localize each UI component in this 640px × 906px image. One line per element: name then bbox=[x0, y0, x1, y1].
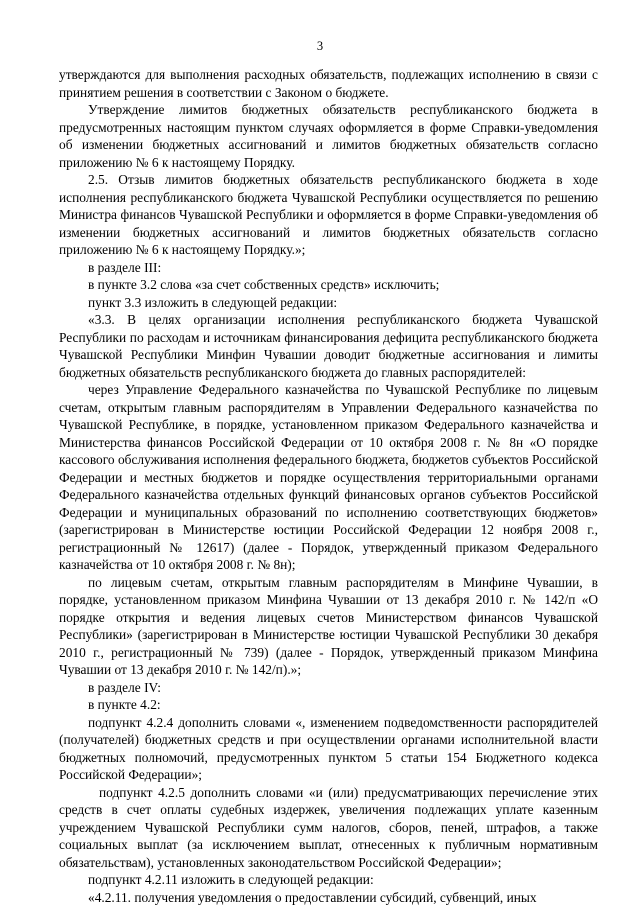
paragraph: Утверждение лимитов бюджетных обязательств республиканского бюджета в предусмотренных настоящим пунктом случаях оформляется в форме Справки-уведомления об изменении бюджетных ассигнований и лимитов бюджетных обязательств согласно приложению № 6 к настоящему Порядку. bbox=[59, 101, 598, 171]
paragraph: утверждаются для выполнения расходных обязательств, подлежащих исполнению в связи с принятием решения в соответствии с Законом о бюджете. bbox=[59, 66, 598, 101]
paragraph: в пункте 4.2: bbox=[59, 696, 598, 714]
paragraph: в разделе III: bbox=[59, 259, 598, 277]
document-body bbox=[59, 66, 598, 906]
paragraph: в разделе IV: bbox=[59, 679, 598, 697]
paragraph: 2.5. Отзыв лимитов бюджетных обязательств республиканского бюджета в ходе исполнения республиканского бюджета Чувашской Республики осуществляется по решению Министра финансов Чувашской Республики и оформляется в форме Справки-уведомления об изменении бюджетных ассигнований и лимитов бюджетных обязательств согласно приложению № 6 к настоящему Порядку.»; bbox=[59, 171, 598, 259]
paragraph: в пункте 3.2 слова «за счет собственных средств» исключить; bbox=[59, 276, 598, 294]
paragraph: подпункт 4.2.5 дополнить словами «и (или) предусматривающих перечисление этих средств в счет оплаты судебных издержек, увеличения подлежащих уплате казенным учреждением Чувашской Республики сумм налогов, сборов, пеней, штрафов, а также социальных выплат (за исключением выплат, отнесенных к публичным нормативным обязательствам), установленных законодательством Российской Федерации»; bbox=[59, 784, 598, 872]
paragraph: пункт 3.3 изложить в следующей редакции: bbox=[59, 294, 598, 312]
page-number: 3 bbox=[0, 39, 640, 53]
paragraph: подпункт 4.2.11 изложить в следующей редакции: bbox=[59, 871, 598, 889]
paragraph: подпункт 4.2.4 дополнить словами «, изменением подведомственности распорядителей (получателей) бюджетных средств и при осуществлении органами исполнительной власти бюджетных полномочий, предусмотренных пунктом 5 статьи 154 Бюджетного кодекса Российской Федерации»; bbox=[59, 714, 598, 784]
paragraph: «3.3. В целях организации исполнения республиканского бюджета Чувашской Республики по расходам и источникам финансирования дефицита республиканского бюджета Чувашской Республики Минфин Чувашии доводит бюджетные ассигнования и лимиты бюджетных обязательств республиканского бюджета до главных распорядителей: bbox=[59, 311, 598, 381]
paragraph: по лицевым счетам, открытым главным распорядителям в Минфине Чувашии, в порядке, установленном приказом Минфина Чувашии от 13 декабря 2010 г. № 142/п «О порядке открытия и ведения лицевых счетов Министерством финансов Чувашской Республики» (зарегистрирован в Министерстве юстиции Чувашской Республики 30 декабря 2010 г., регистрационный № 739) (далее - Порядок, утвержденный приказом Минфина Чувашии от 13 декабря 2010 г. № 142/п).»; bbox=[59, 574, 598, 679]
paragraph: «4.2.11. получения уведомления о предоставлении субсидий, субвенций, иных bbox=[59, 889, 598, 906]
paragraph: через Управление Федерального казначейства по Чувашской Республике по лицевым счетам, открытым главным распорядителям в Управлении Федерального казначейства по Чувашской Республике, в порядке, установленном приказом Федерального казначейства и Министерства финансов Российской Федерации от 10 октября 2008 г. № 8н «О порядке кассового обслуживания исполнения федерального бюджета, бюджетов субъектов Российской Федерации и местных бюджетов и порядке осуществления территориальными органами Федерального казначейства отдельных функций финансовых органов субъектов Российской Федерации и муниципальных образований по исполнению соответствующих бюджетов» (зарегистрирован в Министерстве юстиции Российской Федерации 12 ноября 2008 г., регистрационный № 12617) (далее - Порядок, утвержденный приказом Федерального казначейства от 10 октября 2008 г. № 8н); bbox=[59, 381, 598, 574]
